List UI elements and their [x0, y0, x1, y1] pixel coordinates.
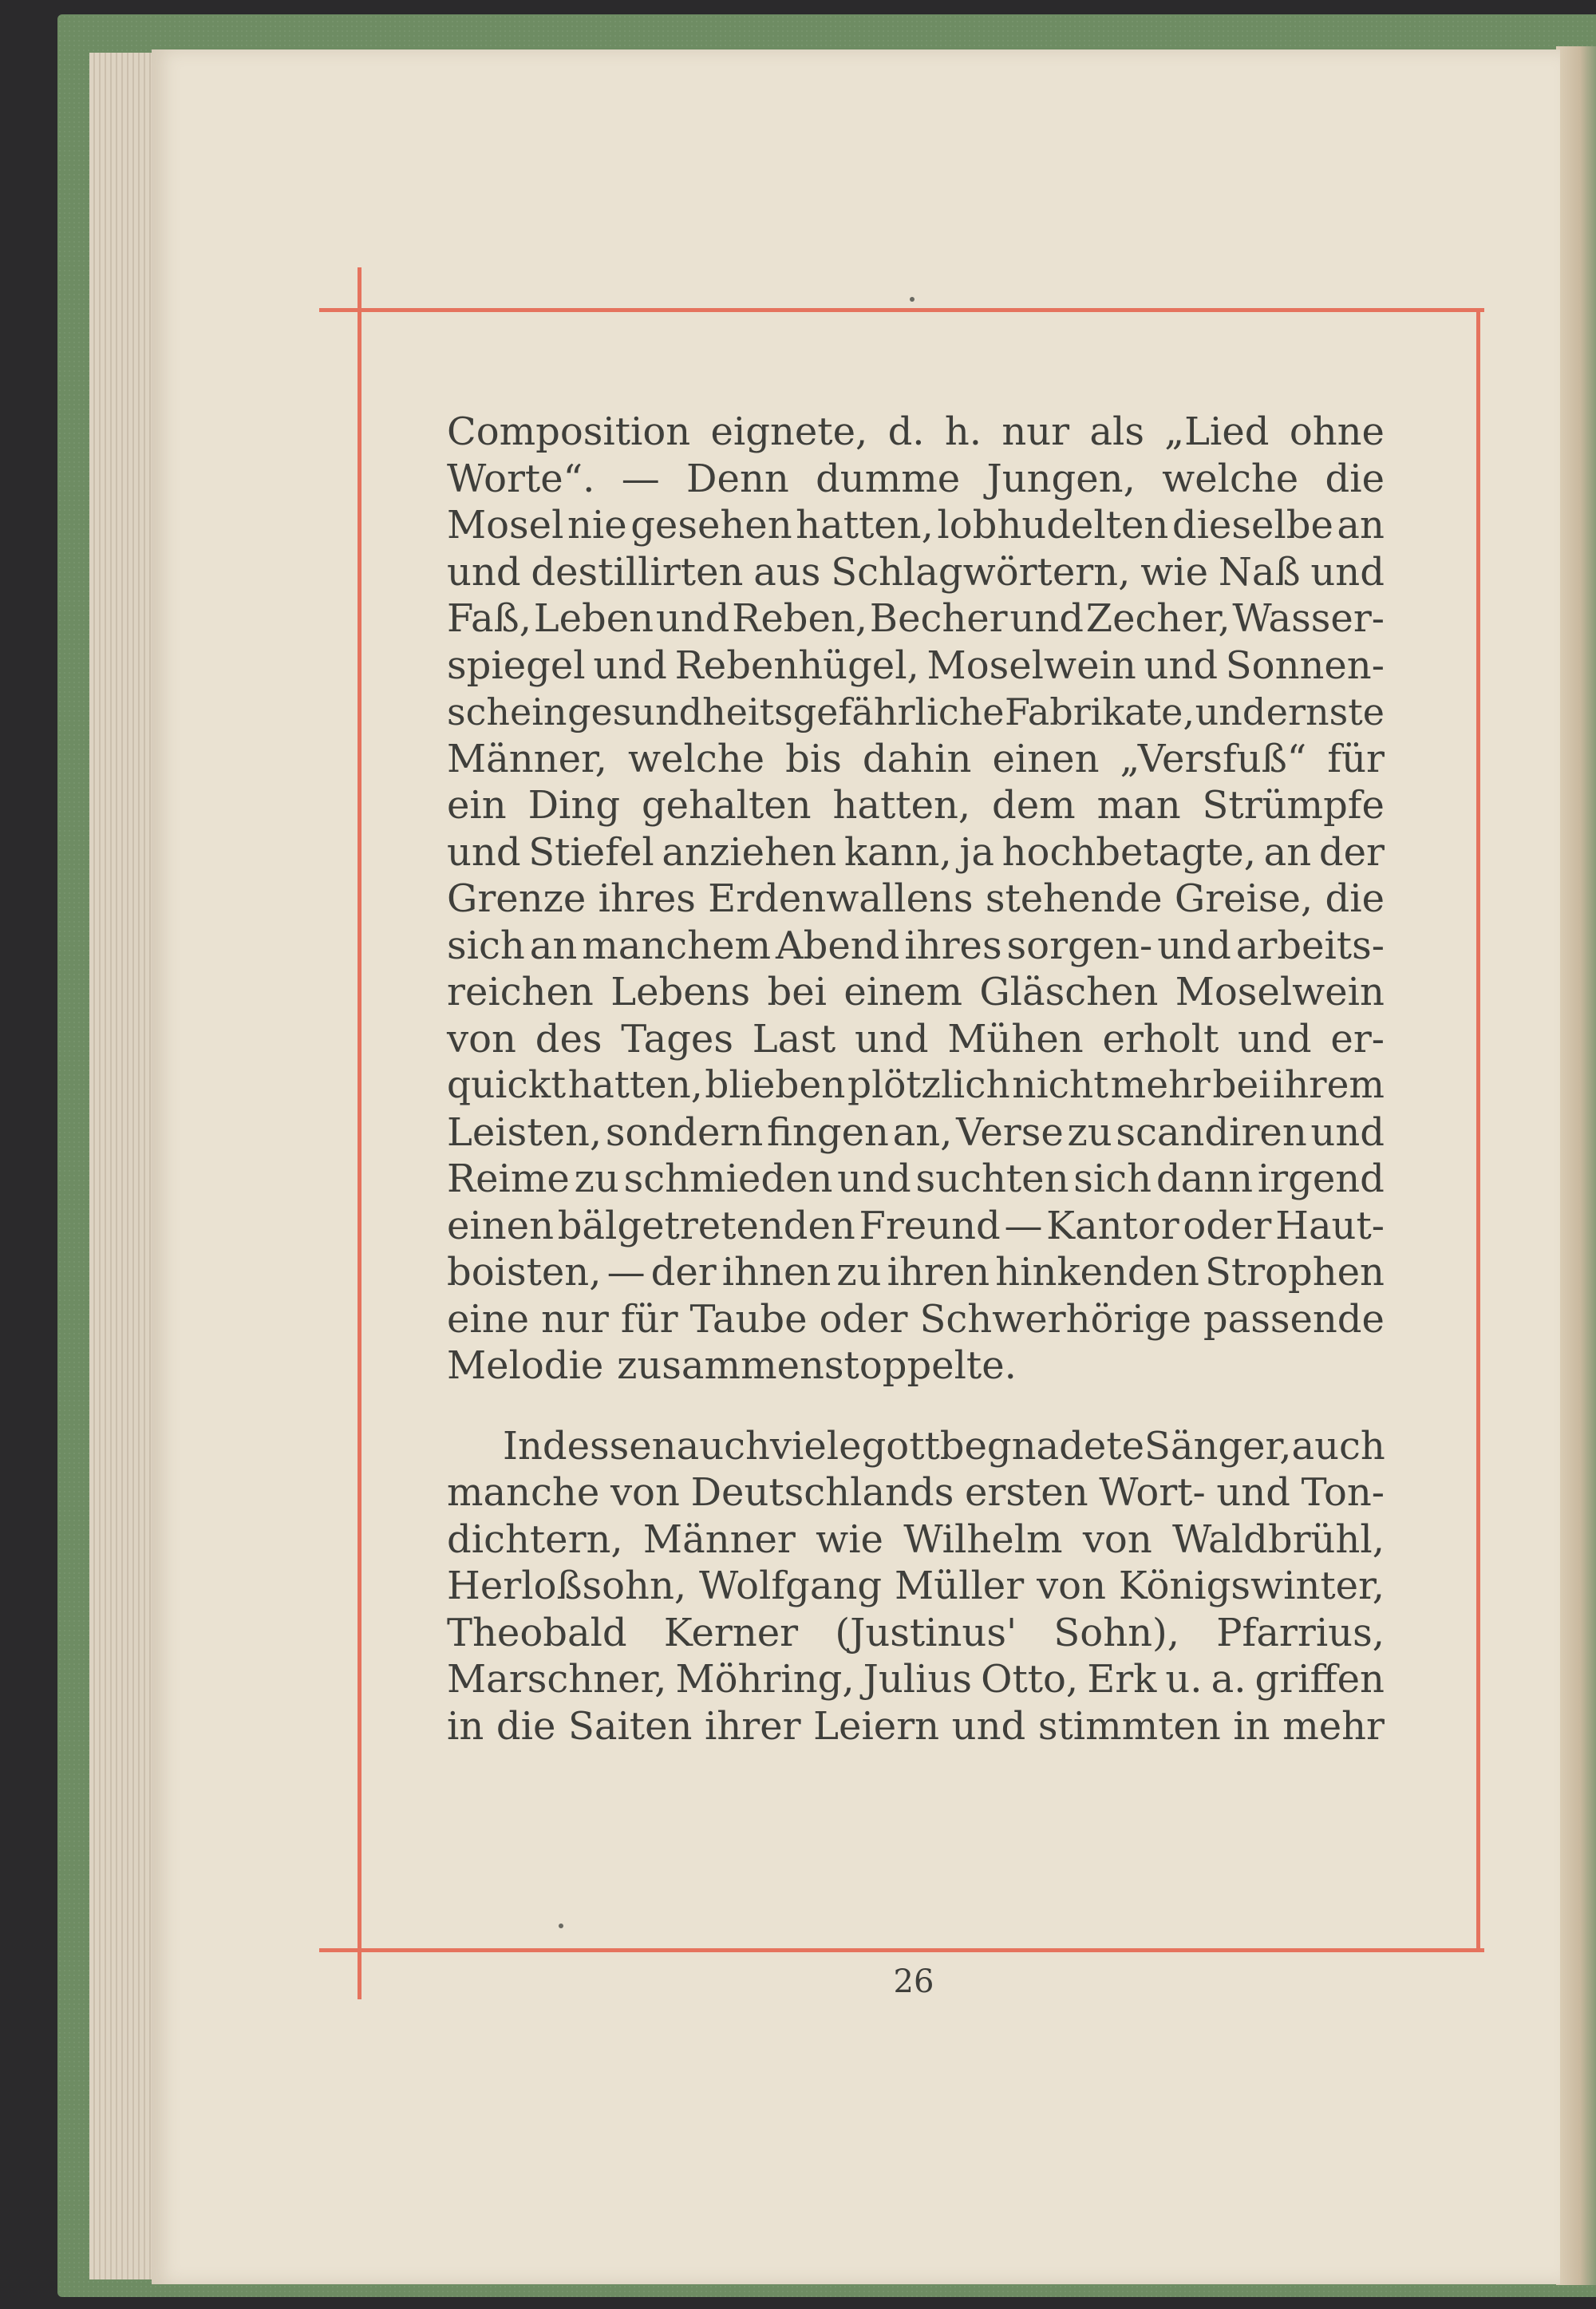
word: Last: [752, 1016, 836, 1062]
word: und: [1310, 549, 1385, 595]
word: hatten,: [567, 1063, 703, 1107]
word: auch: [676, 1423, 770, 1469]
word: suchten: [915, 1156, 1069, 1201]
word: und: [655, 596, 730, 641]
word: destillirten: [531, 549, 744, 595]
word: h.: [944, 409, 982, 454]
word: für: [1327, 736, 1385, 781]
word: zusammenstoppelte.: [617, 1343, 1017, 1388]
word: manchem: [582, 923, 771, 968]
word: dann: [1156, 1156, 1254, 1201]
word: passende: [1203, 1296, 1385, 1342]
word: bei: [767, 970, 827, 1014]
word: des: [535, 1016, 602, 1062]
word: Ding: [527, 783, 621, 828]
text-line: [447, 923, 1385, 970]
word: einem: [843, 970, 962, 1014]
word: Wolfgang: [699, 1564, 883, 1608]
body-text: [447, 409, 1385, 1750]
word: oder: [1183, 1203, 1272, 1248]
text-line: [447, 1342, 1385, 1390]
word: gehalten: [641, 783, 812, 828]
word: er-: [1330, 1016, 1385, 1062]
word: Gläschen: [979, 970, 1159, 1014]
word: Kerner: [663, 1610, 799, 1655]
word: Erdenwallens: [708, 876, 974, 921]
text-line: [447, 1249, 1385, 1296]
word: und: [1310, 1109, 1385, 1155]
word: Verse: [956, 1109, 1064, 1155]
word: lobhudelten: [937, 503, 1169, 548]
word: —: [1004, 1203, 1043, 1248]
word: und: [951, 1703, 1026, 1749]
word: Naß: [1218, 549, 1301, 595]
word: Pfarrius,: [1216, 1610, 1385, 1655]
word: von: [610, 1470, 680, 1515]
word: ihres: [904, 923, 1002, 968]
word: Melodie: [447, 1343, 604, 1388]
word: gottbegnadete: [861, 1423, 1144, 1469]
word: irgend: [1257, 1156, 1385, 1201]
word: —: [606, 1250, 646, 1295]
word: und: [447, 829, 521, 875]
word: Ton-: [1301, 1470, 1385, 1515]
word: Waldbrühl,: [1171, 1516, 1385, 1562]
word: sorgen-: [1006, 923, 1153, 968]
page-speck: [559, 1924, 563, 1928]
word: Sonnen-: [1225, 642, 1385, 688]
word: und: [447, 549, 521, 595]
word: —: [621, 456, 660, 501]
word: ersten: [965, 1470, 1088, 1515]
text-line: [447, 876, 1385, 923]
word: Schwerhörige: [919, 1296, 1191, 1342]
text-line: [447, 829, 1385, 876]
word: Fabrikate,: [1005, 690, 1195, 733]
word: Sänger,: [1144, 1423, 1292, 1469]
text-line: [447, 1516, 1385, 1564]
word: Wilhelm: [903, 1516, 1063, 1562]
word: Königswinter,: [1118, 1564, 1385, 1608]
word: dumme: [816, 456, 961, 501]
word: a.: [1211, 1657, 1246, 1702]
word: Lebens: [610, 970, 751, 1014]
word: „Lied: [1164, 409, 1270, 454]
word: Möhring,: [675, 1657, 855, 1702]
word: der: [650, 1250, 717, 1295]
word: viele: [769, 1423, 862, 1469]
word: Otto,: [981, 1657, 1079, 1702]
word: die: [1325, 876, 1385, 921]
word: in: [447, 1703, 484, 1749]
word: Moselwein: [1175, 970, 1385, 1014]
word: Leiern: [813, 1703, 940, 1749]
word: ihrer: [705, 1703, 801, 1749]
text-line: [447, 502, 1385, 549]
text-line: [447, 1109, 1385, 1156]
word: nicht: [1012, 1063, 1109, 1107]
word: Kantor: [1046, 1203, 1179, 1248]
text-line: [447, 1423, 1385, 1470]
word: von: [1082, 1516, 1152, 1562]
word: man: [1096, 783, 1181, 828]
text-line: [447, 549, 1385, 596]
word: mehr: [1282, 1703, 1385, 1749]
word: für: [620, 1296, 678, 1342]
text-line: [447, 409, 1385, 456]
word: u.: [1165, 1657, 1203, 1702]
word: Becher: [869, 596, 1008, 641]
word: in: [1233, 1703, 1270, 1749]
word: zu: [574, 1156, 619, 1201]
word: ihres: [598, 876, 696, 921]
word: und: [1238, 1016, 1312, 1062]
word: stehende: [985, 876, 1163, 921]
word: ihrem: [1272, 1063, 1385, 1107]
word: arbeits-: [1235, 923, 1385, 968]
word: (Justinus': [835, 1610, 1017, 1655]
word: Moselwein: [926, 642, 1136, 688]
word: Männer: [642, 1516, 796, 1562]
word: Saiten: [567, 1703, 693, 1749]
word: Erk: [1087, 1657, 1157, 1702]
word: Rebenhügel,: [674, 642, 919, 688]
word: ihren: [887, 1250, 990, 1295]
word: welche: [628, 736, 765, 781]
facing-page-edge: [1556, 46, 1596, 2285]
text-line: [447, 1656, 1385, 1703]
word: Tages: [621, 1016, 733, 1062]
text-line: [447, 1469, 1385, 1516]
text-line: [447, 1563, 1385, 1610]
word: und: [1216, 1470, 1290, 1515]
word: Deutschlands: [690, 1470, 954, 1515]
word: und: [837, 1156, 911, 1201]
word: von: [1037, 1564, 1106, 1608]
word: manche: [447, 1470, 600, 1515]
word: dahin: [862, 736, 972, 781]
text-line: [447, 642, 1385, 690]
word: Jungen,: [986, 456, 1136, 501]
word: Männer,: [447, 736, 607, 781]
word: Reben,: [732, 596, 868, 641]
word: nie: [567, 503, 627, 548]
word: oder: [819, 1296, 908, 1342]
word: Greise,: [1174, 876, 1314, 921]
word: ernste: [1266, 690, 1385, 733]
word: Faß,: [447, 596, 531, 641]
word: Herloßsohn,: [447, 1564, 687, 1608]
paragraph: [447, 1423, 1385, 1750]
word: als: [1089, 409, 1144, 454]
text-line: [447, 1703, 1385, 1750]
word: Indessen: [503, 1423, 677, 1469]
word: Müller: [895, 1564, 1025, 1608]
frame-rule-left: [358, 267, 361, 1999]
word: kann,: [843, 829, 952, 875]
text-line: [447, 456, 1385, 503]
word: aus: [753, 549, 821, 595]
word: Grenze: [447, 876, 587, 921]
word: sich: [1073, 1156, 1152, 1201]
word: Mosel: [447, 503, 564, 548]
text-line: [447, 689, 1385, 736]
paragraph-spacer: [447, 1390, 1385, 1423]
word: griffen: [1254, 1657, 1385, 1702]
word: boisten,: [447, 1250, 602, 1295]
word: dieselbe: [1171, 503, 1333, 548]
text-line: [447, 1203, 1385, 1250]
word: Composition: [447, 409, 691, 454]
word: Denn: [686, 456, 789, 501]
page-speck: [910, 297, 915, 302]
word: eine: [447, 1296, 530, 1342]
word: sich: [447, 923, 525, 968]
word: von: [447, 1016, 516, 1062]
word: einen: [447, 1203, 554, 1248]
word: plötzlich: [847, 1063, 1010, 1107]
word: schmieden: [623, 1156, 833, 1201]
word: stimmten: [1037, 1703, 1221, 1749]
word: nur: [1001, 409, 1070, 454]
word: bälgetretenden: [557, 1203, 855, 1248]
word: d.: [887, 409, 925, 454]
text-line: [447, 969, 1385, 1016]
word: an: [1337, 503, 1385, 548]
word: wie: [816, 1516, 883, 1562]
word: Leisten,: [447, 1109, 602, 1155]
word: zu: [1067, 1109, 1112, 1155]
word: Julius: [863, 1657, 973, 1702]
frame-rule-top: [319, 308, 1484, 312]
word: Leben: [533, 596, 654, 641]
word: Wasser-: [1232, 596, 1385, 641]
word: mehr: [1110, 1063, 1211, 1107]
word: hatten,: [796, 503, 934, 548]
word: Strophen: [1204, 1250, 1385, 1295]
word: zu: [836, 1250, 882, 1295]
word: dichtern,: [447, 1516, 623, 1562]
word: Marschner,: [447, 1657, 667, 1702]
text-line: [447, 1610, 1385, 1657]
word: eignete,: [710, 409, 868, 454]
word: Reime: [447, 1156, 570, 1201]
word: und: [1157, 923, 1231, 968]
word: an: [1263, 829, 1312, 875]
word: auch: [1291, 1423, 1385, 1469]
word: bei: [1212, 1063, 1271, 1107]
word: ja: [959, 829, 994, 875]
word: und: [854, 1016, 929, 1062]
text-line: [447, 782, 1385, 829]
word: welche: [1162, 456, 1299, 501]
frame-rule-bottom: [319, 1948, 1484, 1952]
word: Mühen: [947, 1016, 1084, 1062]
word: erholt: [1102, 1016, 1219, 1062]
word: Taube: [689, 1296, 808, 1342]
word: bis: [785, 736, 842, 781]
text-line: [447, 1296, 1385, 1343]
word: an: [529, 923, 578, 968]
word: sondern: [605, 1109, 764, 1155]
word: hochbetagte,: [1001, 829, 1256, 875]
word: Schlagwörtern,: [831, 549, 1131, 595]
word: und: [1144, 642, 1219, 688]
word: spiegel: [447, 642, 586, 688]
word: an,: [892, 1109, 953, 1155]
word: Freund: [859, 1203, 1001, 1248]
word: hinkenden: [995, 1250, 1199, 1295]
word: der: [1318, 829, 1385, 875]
word: anziehen: [662, 829, 837, 875]
word: ein: [447, 783, 507, 828]
word: fingen: [766, 1109, 889, 1155]
word: Worte“.: [447, 456, 595, 501]
word: die: [496, 1703, 556, 1749]
word: „Versfuß“: [1120, 736, 1307, 781]
word: und: [1009, 596, 1084, 641]
word: reichen: [447, 970, 594, 1014]
frame-rule-right: [1476, 308, 1480, 1949]
word: und: [1195, 690, 1266, 733]
page-number: 26: [893, 1963, 934, 2000]
word: scandiren: [1116, 1109, 1307, 1155]
word: nur: [541, 1296, 609, 1342]
word: ohne: [1289, 409, 1385, 454]
word: Theobald: [447, 1610, 627, 1655]
word: ihnen: [721, 1250, 832, 1295]
word: dem: [992, 783, 1076, 828]
word: Zecher,: [1085, 596, 1231, 641]
text-line: [447, 595, 1385, 642]
word: gesundheitsgefährliche: [567, 690, 1005, 733]
word: Abend: [775, 923, 900, 968]
word: Sohn),: [1053, 1610, 1179, 1655]
text-line: [447, 736, 1385, 783]
word: quickt: [447, 1063, 567, 1107]
word: und: [593, 642, 667, 688]
word: wie: [1140, 549, 1209, 595]
word: einen: [992, 736, 1100, 781]
word: schein: [447, 690, 567, 733]
word: Strümpfe: [1202, 783, 1385, 828]
word: Stiefel: [528, 829, 654, 875]
text-line: [447, 1016, 1385, 1063]
word: Wort-: [1099, 1470, 1206, 1515]
word: hatten,: [832, 783, 971, 828]
word: gesehen: [630, 503, 792, 548]
paragraph: [447, 409, 1385, 1390]
word: die: [1325, 456, 1385, 501]
text-line: [447, 1156, 1385, 1203]
word: blieben: [705, 1063, 846, 1107]
text-line: [447, 1062, 1385, 1109]
word: Haut-: [1275, 1203, 1385, 1248]
